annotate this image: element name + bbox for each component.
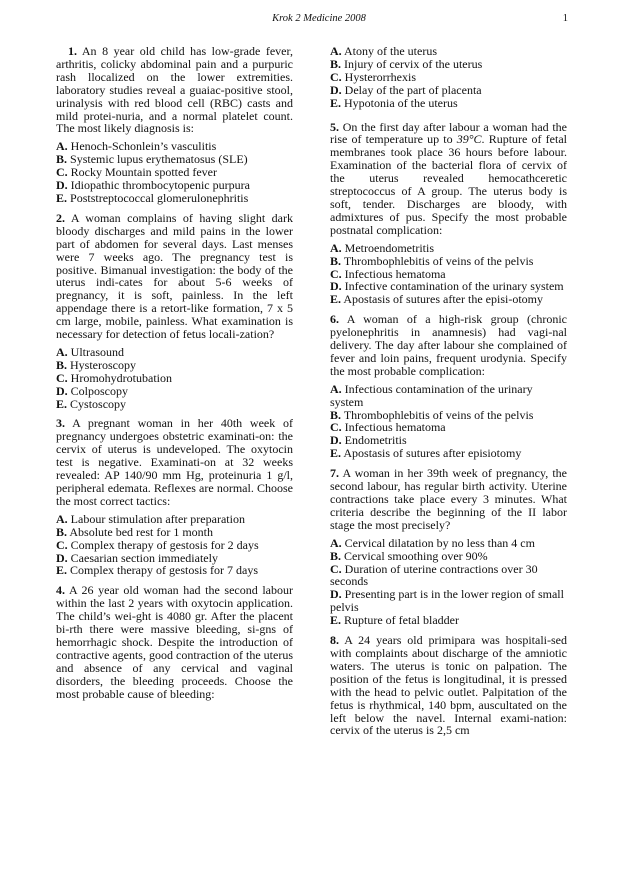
question-5-options <box>330 242 567 307</box>
question-body: A pregnant woman in her 40th week of pregnancy undergoes obstetric examinati-on: the cervix of uterus is undeveloped. The oxytocin test is negative. Examinati-on at 32 weeks revealed: AP 140/90 mm Hg, proteinuria 1 g/l, peripheral edemata. Reflexes are normal. Choose the most correct tactics: <box>56 416 293 508</box>
option-text: Poststreptococcal glomerulonephritis <box>70 190 249 205</box>
option-text: Apostasis of sutures after the episi-otomy <box>343 292 543 307</box>
option-text: Henoch-Schonlein’s vasculitis <box>70 139 217 154</box>
question-text <box>56 45 293 135</box>
option-letter: C. <box>330 69 342 84</box>
answer-options <box>56 346 293 411</box>
option-text: Infectious hematoma <box>344 420 446 435</box>
question-number: 1. <box>68 44 77 58</box>
answer-options <box>56 140 293 205</box>
option-text: Complex therapy of gestosis for 7 days <box>70 563 258 578</box>
option-letter: A. <box>56 344 68 359</box>
option-text: Rocky Mountain spotted fever <box>70 165 217 180</box>
question-number: 5. <box>330 119 339 134</box>
option-letter: E. <box>330 613 342 628</box>
answer-option <box>330 293 567 306</box>
option-letter: D. <box>330 433 342 448</box>
question-body: A woman complains of having slight dark bloody discharges and mild pains in the lower part of abdomen for several days. Last menses were 7 weeks ago. The pregnancy test is positive. Bimanual investigation: the body of the uterus indi-cates for about 5-6 weeks of pregnancy, it is soft, painless. In the left appendage there is a retort-like formation, 7 x 5 cm large, mobile, painless. What examination is necessary for detection of fetus locali-zation? <box>56 210 293 342</box>
option-letter: C. <box>56 370 68 385</box>
option-letter: C. <box>330 561 342 576</box>
answer-option <box>330 97 567 110</box>
option-text: Infectious hematoma <box>344 266 446 281</box>
option-text: Atony of the uterus <box>344 44 437 58</box>
question <box>330 313 567 460</box>
question-body: A woman in her 39th week of pregnancy, the second labour, has regular birth activity. Uterine contractions take place every 3 minutes. What criteria describe the beginning of the II labor stage the most precisely? <box>330 466 567 532</box>
option-letter: A. <box>330 535 342 550</box>
answer-option <box>330 383 567 409</box>
option-letter: B. <box>56 524 68 539</box>
option-text: Hypotonia of the uterus <box>344 95 458 110</box>
option-letter: A. <box>56 511 68 526</box>
question-number: 3. <box>56 416 65 431</box>
question-number: 2. <box>56 210 65 225</box>
option-text: Cervical dilatation by no less than 4 cm <box>344 535 535 550</box>
answer-options <box>330 537 567 627</box>
option-letter: C. <box>56 537 68 552</box>
page-number: 1 <box>562 13 568 24</box>
option-text: Complex therapy of gestosis for 2 days <box>70 537 259 552</box>
question-body: A 24 years old primipara was hospitali-sed with complaints about discharge of the amniotic waters. The uterus is tonic on palpation. The position of the fetus is longitudinal, it is pressed with the head to pelvic outlet. Palpitation of the fetus is rhythmical, 140 bpm, auscultated on the left below the navel. Internal exami-nation: cervix of the uterus is 2,5 cm <box>330 633 567 738</box>
option-text: Cervical smoothing over 90% <box>344 548 488 563</box>
question-number: 4. <box>56 583 65 598</box>
question-5-text <box>330 121 567 237</box>
answer-option <box>56 398 293 411</box>
option-letter: A. <box>330 381 342 396</box>
option-text: Hysteroscopy <box>70 357 137 372</box>
question-text <box>56 584 293 700</box>
question <box>330 467 567 627</box>
answer-option <box>330 614 567 627</box>
option-letter: A. <box>330 240 342 255</box>
question-text <box>56 417 293 507</box>
option-text: Thrombophlebitis of veins of the pelvis <box>343 253 534 268</box>
running-title: Krok 2 Medicine 2008 <box>272 13 366 24</box>
question-number: 7. <box>330 466 339 481</box>
option-letter: C. <box>330 420 342 435</box>
answer-options <box>56 513 293 578</box>
option-letter: A. <box>330 44 342 58</box>
right-column-questions <box>330 313 567 737</box>
option-letter: D. <box>56 178 68 193</box>
question <box>56 417 293 577</box>
option-letter: C. <box>330 266 342 281</box>
option-letter: D. <box>330 82 342 97</box>
option-text: Absolute bed rest for 1 month <box>69 524 214 539</box>
temperature-value: 39°C <box>456 132 482 147</box>
option-letter: E. <box>330 95 342 110</box>
question-5-text-start: On the first day after labour a woman had the rise of temperature up to <box>330 119 568 147</box>
option-text: Injury of cervix of the uterus <box>344 56 483 71</box>
option-letter: B. <box>330 56 342 71</box>
question <box>56 584 293 700</box>
answer-option <box>330 563 567 589</box>
question-text <box>330 467 567 532</box>
option-text: Rupture of fetal bladder <box>344 613 459 628</box>
running-header <box>0 13 638 29</box>
option-text: Hromohydrotubation <box>70 370 172 385</box>
option-text: Cystoscopy <box>70 396 127 411</box>
question-body: A woman of a high-risk group (chronic pyelonephritis in anamnesis) had vagi-nal delivery. The day after labour she complained of fever and loin pains, frequent urodynia. Specify the most probable complication: <box>330 312 567 378</box>
question-text <box>330 634 567 737</box>
option-letter: B. <box>330 548 342 563</box>
option-letter: B. <box>56 357 68 372</box>
answer-option <box>330 447 567 460</box>
option-text: Infectious contamination of the urinary system <box>330 381 533 409</box>
question <box>330 634 567 737</box>
option-text: Endometritis <box>344 433 407 448</box>
option-letter: D. <box>330 279 342 294</box>
answer-option <box>56 564 293 577</box>
option-letter: E. <box>56 396 68 411</box>
question-body: A 26 year old woman had the second labour within the last 2 years with oxytocin application. The child’s wei-ght is 4080 gr. After the placent bi-rth there were massive bleeding, si-gns of hemorrhagic shock. Despite the introduction of contractive agents, good contraction of the uterus and absence of any cervical and vaginal disorders, the bleeding proceeds. Choose the most probable cause of bleeding: <box>56 583 293 701</box>
option-text: Metroendometritis <box>344 240 434 255</box>
question-5-text-end: . Rupture of fetal membranes took place 36 hours before labour. Examination of the bacterial flora of cervix of the uterus revealed hemocathceretic streptococcus of A group. The uterus body is soft, tender. Discharges are bloody, with admixtures of pus. Specify the most probable postnatal complication: <box>330 132 567 237</box>
option-letter: B. <box>330 253 342 268</box>
option-letter: A. <box>56 139 68 154</box>
answer-options <box>330 383 567 460</box>
option-text: Duration of uterine contractions over 30 seconds <box>330 561 538 589</box>
option-text: Caesarian section immediately <box>70 550 218 565</box>
option-text: Hysterorrhexis <box>344 69 416 84</box>
option-text: Infective contamination of the urinary system <box>344 279 564 294</box>
left-column <box>56 45 293 708</box>
question-number: 8. <box>330 633 339 648</box>
option-text: Thrombophlebitis of veins of the pelvis <box>343 407 534 422</box>
question-4-options <box>330 45 567 110</box>
option-text: Idiopathic thrombocytopenic purpura <box>70 178 250 193</box>
question <box>56 212 293 411</box>
option-text: Ultrasound <box>70 344 124 359</box>
option-text: Apostasis of sutures after episiotomy <box>343 446 522 461</box>
option-letter: E. <box>330 446 342 461</box>
option-text: Systemic lupus erythematosus (SLE) <box>70 152 248 167</box>
question-text <box>330 313 567 378</box>
option-letter: E. <box>56 563 68 578</box>
option-text: Delay of the part of placenta <box>344 82 482 97</box>
question <box>56 45 293 205</box>
option-letter: D. <box>56 383 68 398</box>
question-text <box>56 212 293 341</box>
option-text: Colposcopy <box>70 383 129 398</box>
option-letter: D. <box>56 550 68 565</box>
option-letter: C. <box>56 165 68 180</box>
option-letter: D. <box>330 587 342 602</box>
answer-option <box>56 192 293 205</box>
option-letter: B. <box>56 152 68 167</box>
option-letter: E. <box>56 190 68 205</box>
answer-option <box>330 588 567 614</box>
right-column <box>330 45 567 744</box>
option-letter: B. <box>330 407 342 422</box>
option-text: Presenting part is in the lower region of small pelvis <box>330 587 564 615</box>
question-number: 6. <box>330 312 339 327</box>
option-letter: E. <box>330 292 342 307</box>
question-body: An 8 year old child has low-grade fever, arthritis, colicky abdominal pain and a purpuric rash llocalized on the lower extremities. laboratory studies reveal a guaiac-positive stool, urinalysis with red blood cell (RBC) casts and mild protei-nuria, and a normal platelet count. The most likely diagnosis is: <box>56 44 293 136</box>
option-text: Labour stimulation after preparation <box>70 511 245 526</box>
question-5 <box>330 121 567 307</box>
